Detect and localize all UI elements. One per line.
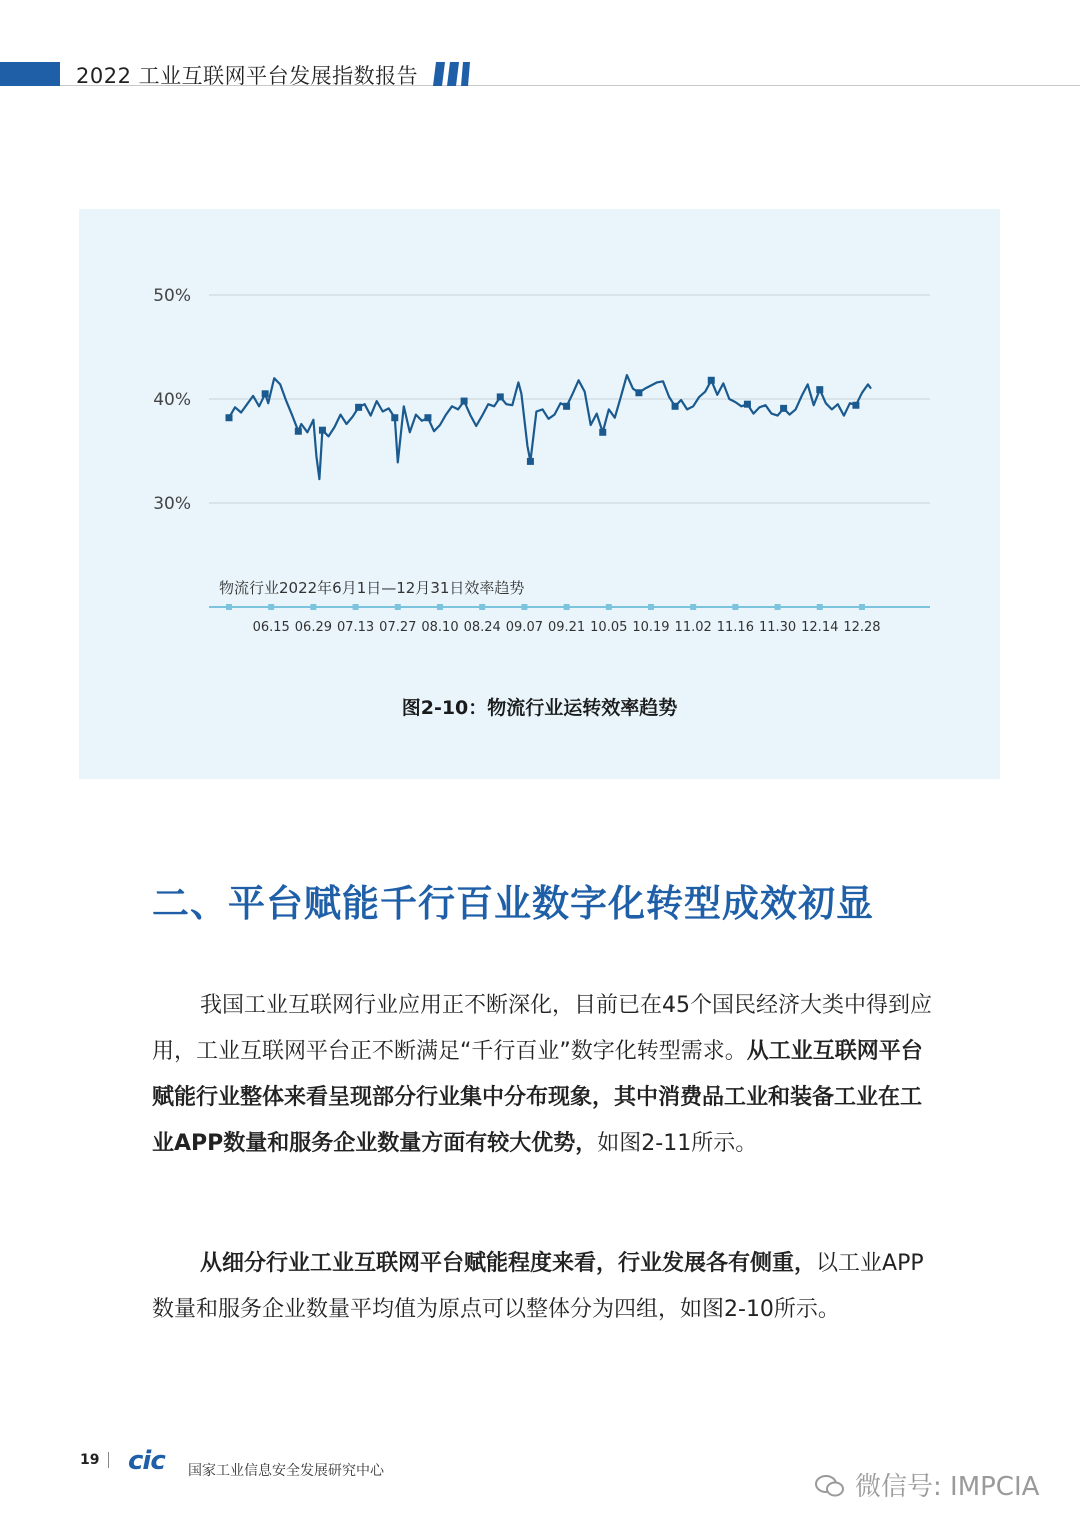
x-tick-label: 08.24 [463,620,501,635]
data-point-marker [355,404,362,411]
report-title: 2022 工业互联网平台发展指数报告 [76,64,419,88]
paragraph-1-emphasis: 从工业互联网平台赋能行业整体来看呈现部分行业集中分布现象，其中消费品工业和装备工业在工业APP数量和服务企业数量方面有较大优势， [152,1039,923,1156]
x-axis-tick [817,604,823,610]
y-tick-label: 40% [153,390,191,410]
data-point-marker [424,414,431,421]
figure-caption: 图2-10：物流行业运转效率趋势 [401,697,678,719]
data-point-marker [635,389,642,396]
data-point-marker [391,414,398,421]
x-tick-label: 06.29 [294,620,333,635]
x-axis-tick [606,604,612,610]
data-point-marker [295,428,302,435]
x-axis-tick [521,604,527,610]
wechat-watermark [815,1466,1039,1503]
x-axis-tick [690,604,696,610]
x-axis-tick [437,604,443,610]
x-axis-tick [268,604,274,610]
paragraph-2-emphasis: 从细分行业工业互联网平台赋能程度来看，行业发展各有侧重， [200,1251,817,1276]
x-tick-label: 11.30 [758,620,797,635]
data-point-marker [816,386,823,393]
x-tick-label: 10.05 [590,620,628,635]
x-axis-tick [479,604,485,610]
series-title: 物流行业2022年6月1日—12月31日效率趋势 [219,579,525,597]
data-point-marker [226,414,233,421]
watermark-text: 微信号: IMPCIA [855,1472,1040,1502]
data-point-marker [319,427,326,434]
x-axis-tick [859,604,865,610]
x-axis-tick [310,604,316,610]
header-accent-bar [0,62,60,86]
footer-divider [108,1452,109,1468]
data-point-marker [744,401,751,408]
x-axis-tick [395,604,401,610]
organization-name: 国家工业信息安全发展研究中心 [188,1463,384,1479]
x-tick-label: 07.27 [379,620,417,635]
header-stripes-icon [430,62,470,86]
x-axis-tick [775,604,781,610]
cic-logo: cic [128,1446,165,1476]
x-tick-label: 09.07 [505,620,543,635]
y-tick-label: 50% [153,286,191,306]
paragraph-1 [152,983,932,1167]
paragraph-1-text: 我国工业互联网行业应用正不断深化，目前已在45个国民经济大类中得到应用，工业互联网平台正不断满足“千行百业”数字化转型需求。 [152,993,932,1064]
x-tick-label: 08.10 [421,620,459,635]
page-number: 19 [80,1452,100,1468]
x-axis-tick [226,604,232,610]
paragraph-2-text: 以工业APP数量和服务企业数量平均值为原点可以整体分为四组，如图2-10所示。 [152,1251,924,1322]
x-tick-label: 12.14 [801,620,839,635]
section-heading: 二、平台赋能千行百业数字化转型成效初显 [152,882,874,925]
data-point-marker [262,390,269,397]
data-point-marker [527,458,534,465]
wechat-icon [815,1474,845,1498]
data-point-marker [563,403,570,410]
x-axis-tick [353,604,359,610]
paragraph-1-tail: 如图2-11所示。 [597,1131,758,1156]
data-point-marker [672,403,679,410]
x-tick-label: 09.21 [547,620,586,635]
x-tick-label: 10.19 [632,620,670,635]
x-tick-label: 07.13 [336,620,375,635]
x-tick-label: 11.02 [674,620,712,635]
data-point-marker [708,377,715,384]
data-point-marker [852,402,859,409]
x-tick-label: 11.16 [716,620,754,635]
x-tick-label: 06.15 [252,620,290,635]
y-tick-label: 30% [153,494,191,514]
figure-panel [79,209,1000,779]
x-axis-tick [648,604,654,610]
paragraph-2 [152,1241,932,1333]
efficiency-trend-chart [79,209,1000,679]
data-point-marker [461,398,468,405]
data-point-marker [599,429,606,436]
data-point-marker [497,393,504,400]
data-point-marker [780,405,787,412]
x-axis-tick [732,604,738,610]
x-tick-label: 12.28 [843,620,881,635]
x-axis-tick [564,604,570,610]
